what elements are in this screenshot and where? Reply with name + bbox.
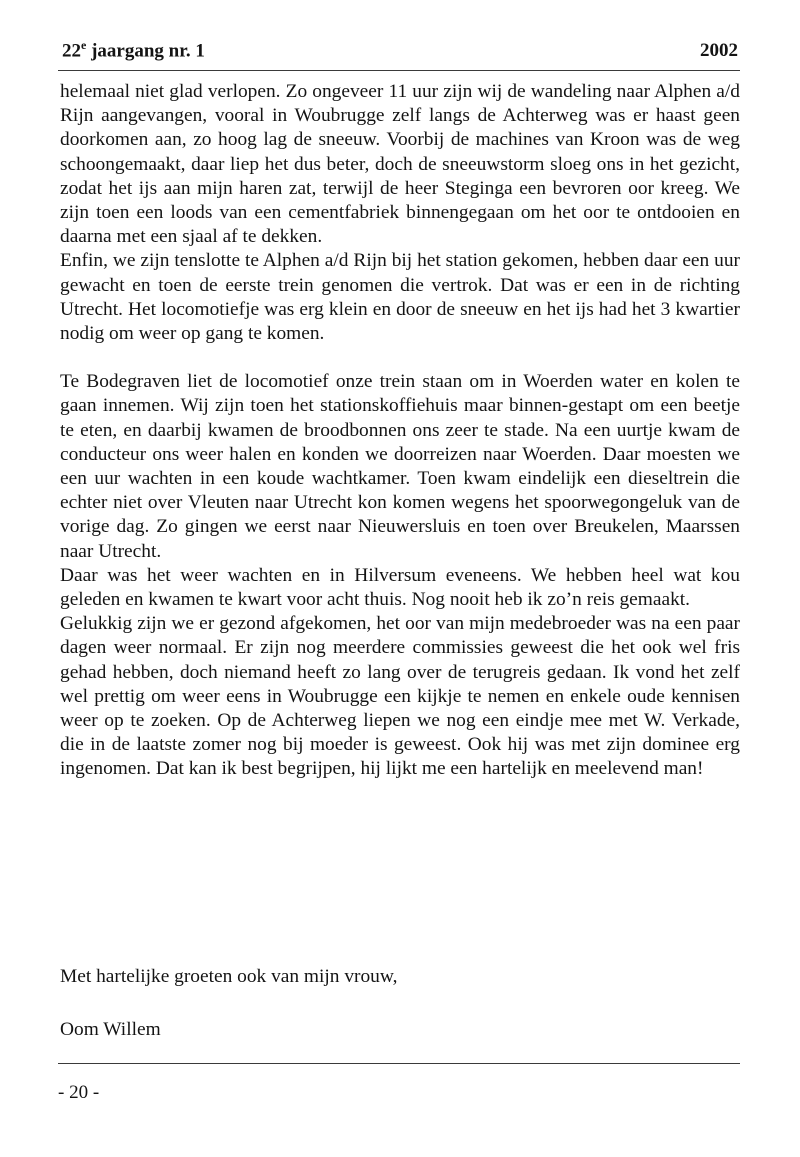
volume-label: 22e jaargang nr. 1 [62, 38, 205, 62]
page-number: - 20 - [58, 1082, 100, 1103]
running-header [62, 38, 738, 64]
paragraph-4: Daar was het weer wachten en in Hilversum eveneens. We hebben heel wat kou geleden en kwamen te kwart voor acht thuis. Nog nooit heb ik zo’n reis gemaakt. [60, 564, 740, 611]
signature: Oom Willem [60, 1019, 161, 1040]
footer-divider [58, 1063, 740, 1064]
paragraph-3: Te Bodegraven liet de locomotief onze trein staan om in Woerden water en kolen te gaan innemen. Wij zijn toen het stationskoffiehuis maar binnen-gestapt om een beetje te eten, en daarbij kwamen de broodbonnen ons zeer te stade. Na een uurtje kwam de conducteur ons weer halen en konden we doorreizen naar Woerden. Daar moesten we een uur wachten in een koude wachtkamer. Toen kwam eindelijk een dieseltrein die echter niet over Vleuten naar Utrecht kon komen wegens het spoorwegongeluk van de vorige dag. Zo gingen we eerst naar Nieuwersluis en toen over Breukelen, Maarssen naar Utrecht. [60, 371, 740, 562]
header-divider [58, 70, 740, 71]
volume-superscript: e [81, 38, 87, 52]
letter-body [60, 80, 740, 782]
header-year: 2002 [700, 40, 738, 61]
paragraph-5: Gelukkig zijn we er gezond afgekomen, het oor van mijn medebroeder was na een paar dagen weer normaal. Er zijn nog meerdere commissies geweest die het ook wel fris gehad hebben, doch niemand heeft zo lang over de terugreis gedaan. Ik vond het zelf wel prettig om weer eens in Woubrugge een kijkje te nemen en enkele oude kennisen weer op te zoeken. Op de Achterweg liepen we nog een eindje mee met W. Verkade, die in de laatste zomer nog bij moeder is geweest. Ook hij was met zijn dominee erg ingenomen. Dat kan ik best begrijpen, hij lijkt me een hartelijk en meelevend man! [60, 613, 740, 780]
closing-greeting: Met hartelijke groeten ook van mijn vrouw, [60, 966, 398, 987]
paragraph-2: Enfin, we zijn tenslotte te Alphen a/d Rijn bij het station gekomen, hebben daar een uur gewacht en toen de eerste trein genomen die vertrok. Dat was er een in de richting Utrecht. Het locomotiefje was erg klein en door de sneeuw en het ijs had het 3 kwartier nodig om weer op gang te komen. [60, 250, 740, 345]
paragraph-1: helemaal niet glad verlopen. Zo ongeveer 11 uur zijn wij de wandeling naar Alphen a/d Rijn aangevangen, vooral in Woubrugge zelf langs de Achterweg was er haast geen doorkomen aan, zo hoog lag de sneeuw. Voorbij de machines van Kroon was de weg schoongemaakt, daar liep het dus beter, doch de sneeuwstorm sloeg ons in het gezicht, zodat het ijs aan mijn haren zat, terwijl de heer Steginga een bevroren oor kreeg. We zijn toen een loods van een cementfabriek binnengegaan om het oor te ontdooien en daarna met een sjaal af te dekken. [60, 81, 740, 248]
